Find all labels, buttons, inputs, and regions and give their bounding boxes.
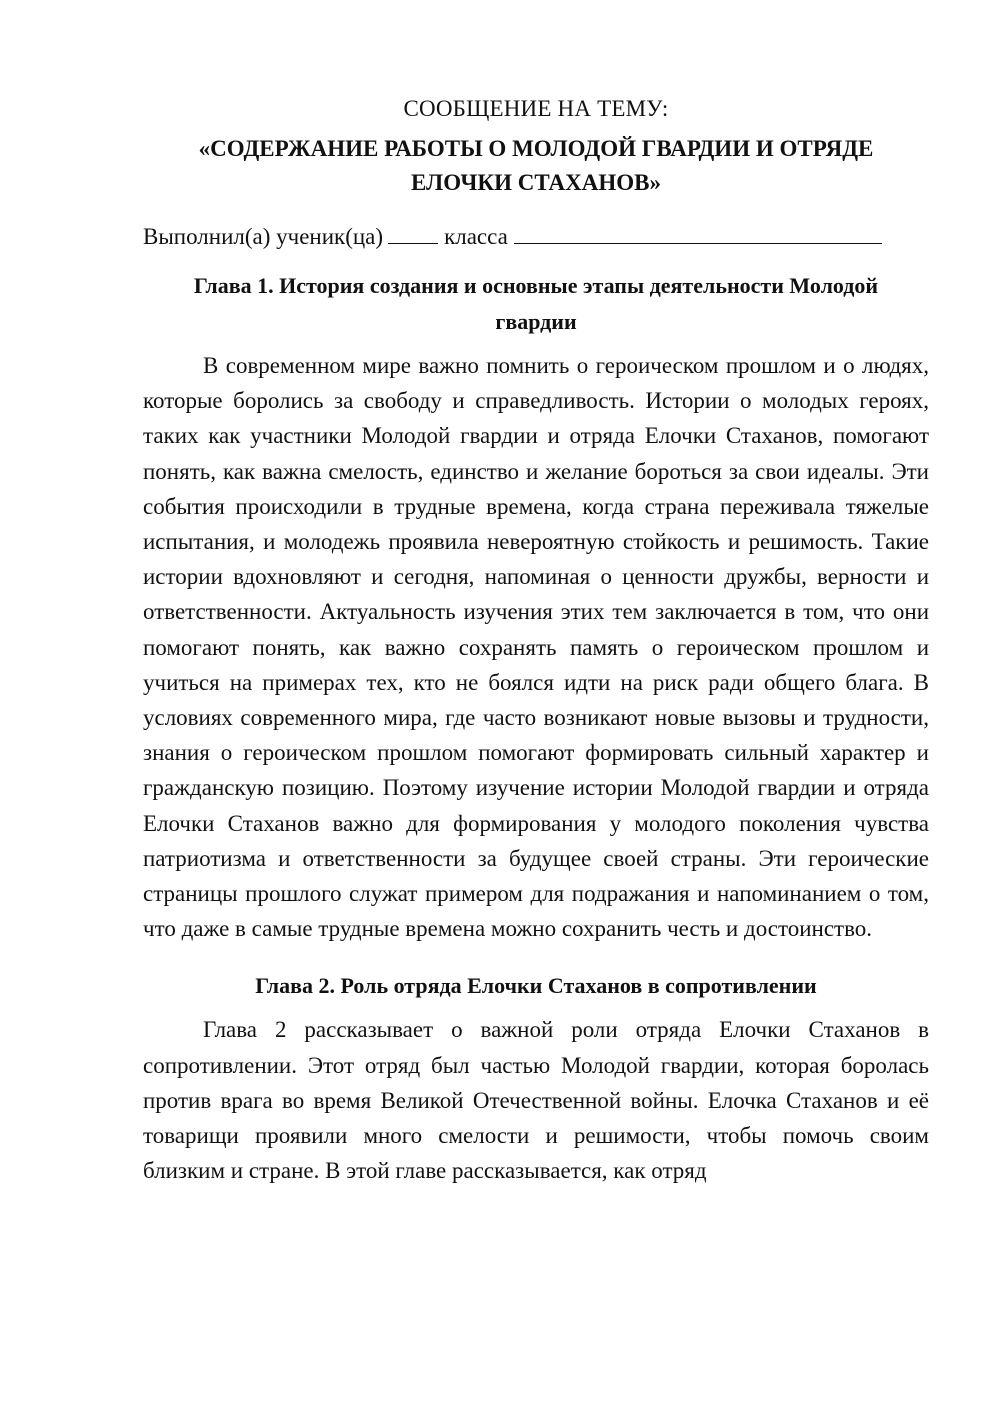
chapter-2-heading: Глава 2. Роль отряда Елочки Стаханов в сопротивлении <box>255 973 817 999</box>
chapter-1-heading: Глава 1. История создания и основные этапы деятельности Молодой гвардии <box>193 273 879 334</box>
document-content <box>143 92 929 1188</box>
chapter-2-paragraph: Глава 2 рассказывает о важной роли отряда Елочки Стаханов в сопротивлении. Этот отряд был частью Молодой гвардии, которая боролась против врага во время Великой Отечественной войны. Елочка Стаханов и её товарищи проявили много смелости и решимости, чтобы помочь своим близким и стране. В этой главе рассказывается, как отряд <box>143 1017 929 1184</box>
document-title: СООБЩЕНИЕ НА ТЕМУ: <box>403 96 669 121</box>
student-name-blank <box>514 242 882 244</box>
chapter-1-paragraph: В современном мире важно помнить о героическом прошлом и о людях, которые боролись за свободу и справедливость. Истории о молодых героях, таких как участники Молодой гвардии и отряда Елочки Стаханов, помогают понять, как важна смелость, единство и желание бороться за свои идеалы. Эти события происходили в трудные времена, когда страна переживала тяжелые испытания, и молодежь проявила невероятную стойкость и решимость. Такие истории вдохновляют и сегодня, напоминая о ценности дружбы, верности и ответственности. Актуальность изучения этих тем заключается в том, что они помогают понять, как важно сохранять память о героическом прошлом и учиться на примерах тех, кто не боялся идти на риск ради общего блага. В условиях современного мира, где часто возникают новые вызовы и трудности, знания о героическом прошлом помогают формировать сильный характер и гражданскую позицию. Поэтому изучение истории Молодой гвардии и отряда Елочки Стаханов важно для формирования у молодого поколения чувства патриотизма и ответственности за будущее своей страны. Эти героические страницы прошлого служат примером для подражания и напоминанием о том, что даже в самые трудные времена можно сохранить честь и достоинство. <box>143 353 929 942</box>
document-subtitle: «СОДЕРЖАНИЕ РАБОТЫ О МОЛОДОЙ ГВАРДИИ И ОТРЯДЕ ЕЛОЧКИ СТАХАНОВ» <box>198 136 874 195</box>
author-label: Выполнил(а) ученик(ца) <box>143 224 384 249</box>
class-number-blank <box>388 242 438 244</box>
author-line <box>143 220 929 254</box>
class-label: класса <box>444 224 508 249</box>
